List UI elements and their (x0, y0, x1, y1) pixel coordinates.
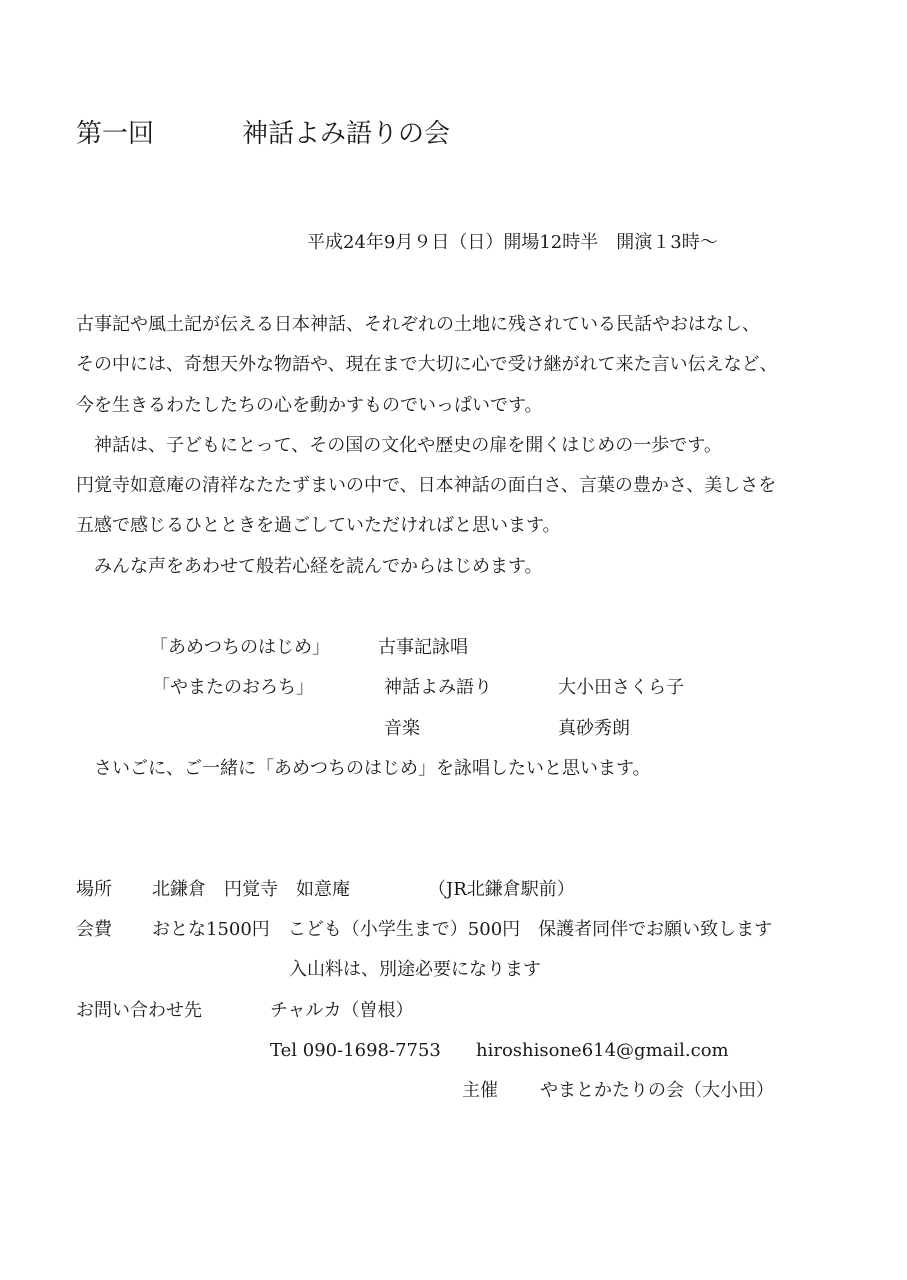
program-closing: さいごに、ご一緒に「あめつちのはじめ」を詠唱したいと思います。 (76, 758, 651, 779)
page-title: 神話よみ語りの会 (242, 119, 451, 149)
program-item1-title: 「あめつちのはじめ」 (150, 637, 330, 658)
title-number: 第一回 (76, 119, 155, 149)
program-item2-performer1: 大小田さくら子 (558, 677, 684, 698)
contact-tel: Tel 090-1698-7753 (270, 1040, 441, 1061)
contact-name: チャルカ（曽根） (270, 1000, 414, 1021)
intro-line-7: みんな声をあわせて般若心経を読んでからはじめます。 (76, 556, 543, 577)
fee-note: 入山料は、別途必要になります (289, 959, 541, 980)
intro-line-2: その中には、奇想天外な物語や、現在まで大切に心で受け継がれて来た言い伝えなど、 (76, 354, 778, 375)
fee-label: 会費 (76, 919, 112, 940)
organizer-label: 主催 (462, 1080, 498, 1101)
program-item2-performer2: 真砂秀朗 (558, 718, 630, 739)
intro-line-5: 円覚寺如意庵の清祥なたたずまいの中で、日本神話の面白さ、言葉の豊かさ、美しさを (76, 475, 777, 496)
event-date: 平成24年9月９日（日）開場12時半 開演１3時～ (307, 232, 718, 253)
organizer-value: やまとかたりの会（大小田） (540, 1080, 774, 1101)
program-item2-role2: 音楽 (384, 718, 420, 739)
intro-line-1: 古事記や風土記が伝える日本神話、それぞれの土地に残されている民話やおはなし、 (76, 314, 760, 335)
place-label: 場所 (76, 879, 112, 900)
intro-line-4: 神話は、子どもにとって、その国の文化や歴史の扉を開くはじめの一歩です。 (76, 435, 722, 456)
intro-line-3: 今を生きるわたしたちの心を動かすものでいっぱいです。 (76, 395, 543, 416)
fee-value: おとな1500円 こども（小学生まで）500円 保護者同伴でお願い致します (152, 919, 773, 940)
contact-email: hiroshisone614@gmail.com (476, 1040, 729, 1061)
program-item2-role1: 神話よみ語り (384, 677, 492, 698)
contact-label: お問い合わせ先 (76, 1000, 202, 1021)
place-value: 北鎌倉 円覚寺 如意庵 (152, 879, 350, 900)
program-item1-role: 古事記詠唱 (378, 637, 468, 658)
program-item2-title: 「やまたのおろち」 (152, 677, 314, 698)
intro-line-6: 五感で感じるひとときを過ごしていただければと思います。 (76, 515, 561, 536)
place-note: （JR北鎌倉駅前） (428, 879, 575, 900)
